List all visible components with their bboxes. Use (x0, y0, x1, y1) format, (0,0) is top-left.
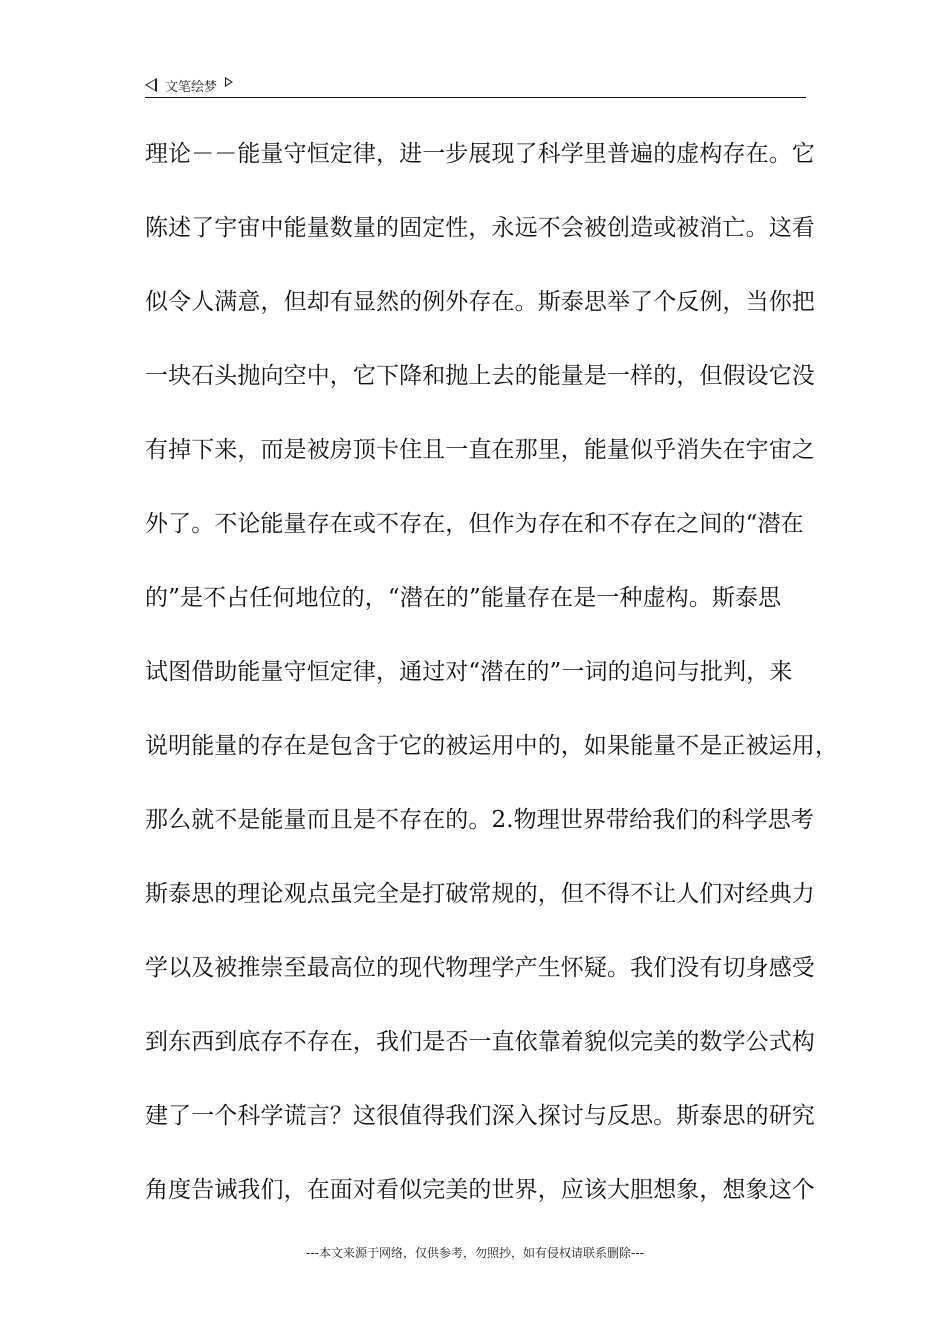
text-line: 理论－－能量守恒定律，进一步展现了科学里普遍的虚构存在。它 (145, 141, 815, 167)
text-line: 角度告诫我们，在面对看似完美的世界，应该大胆想象，想象这个 (145, 1177, 815, 1203)
header-title: 文笔绘梦 (165, 79, 218, 95)
page-header (145, 74, 233, 96)
text-line: 的”是不占任何地位的，“潜在的”能量存在是一种虚构。斯泰思 (145, 585, 782, 611)
text-line: 学以及被推崇至最高位的现代物理学产生怀疑。我们没有切身感受 (145, 955, 815, 981)
text-line: 斯泰思的理论观点虽完全是打破常规的，但不得不让人们对经典力 (145, 881, 815, 907)
text-line: 试图借助能量守恒定律，通过对“潜在的”一词的追问与批判，来 (145, 659, 793, 685)
triangle-right-icon (225, 77, 233, 87)
text-line: 外了。不论能量存在或不存在，但作为存在和不存在之间的“潜在 (145, 511, 804, 537)
header-divider (145, 97, 806, 98)
text-line: 说明能量的存在是包含于它的被运用中的，如果能量不是正被运用， (145, 733, 838, 759)
text-line: 一块石头抛向空中，它下降和抛上去的能量是一样的，但假设它没 (145, 363, 815, 389)
text-line: 那么就不是能量而且是不存在的。2.物理世界带给我们的科学思考 (145, 807, 814, 833)
text-line: 有掉下来，而是被房顶卡住且一直在那里，能量似乎消失在宇宙之 (145, 437, 815, 463)
text-line: 陈述了宇宙中能量数量的固定性，永远不会被创造或被消亡。这看 (145, 215, 815, 241)
footer-disclaimer: ---本文来源于网络，仅供参考，勿照抄，如有侵权请联系删除--- (306, 1246, 644, 1260)
body-text (145, 134, 838, 1244)
text-line: 到东西到底存不存在，我们是否一直依靠着貌似完美的数学公式构 (145, 1029, 815, 1055)
text-line: 似令人满意，但却有显然的例外存在。斯泰思举了个反例，当你把 (145, 289, 815, 315)
triangle-left-icon (145, 78, 157, 92)
text-line: 建了一个科学谎言？这很值得我们深入探讨与反思。斯泰思的研究 (145, 1103, 815, 1129)
